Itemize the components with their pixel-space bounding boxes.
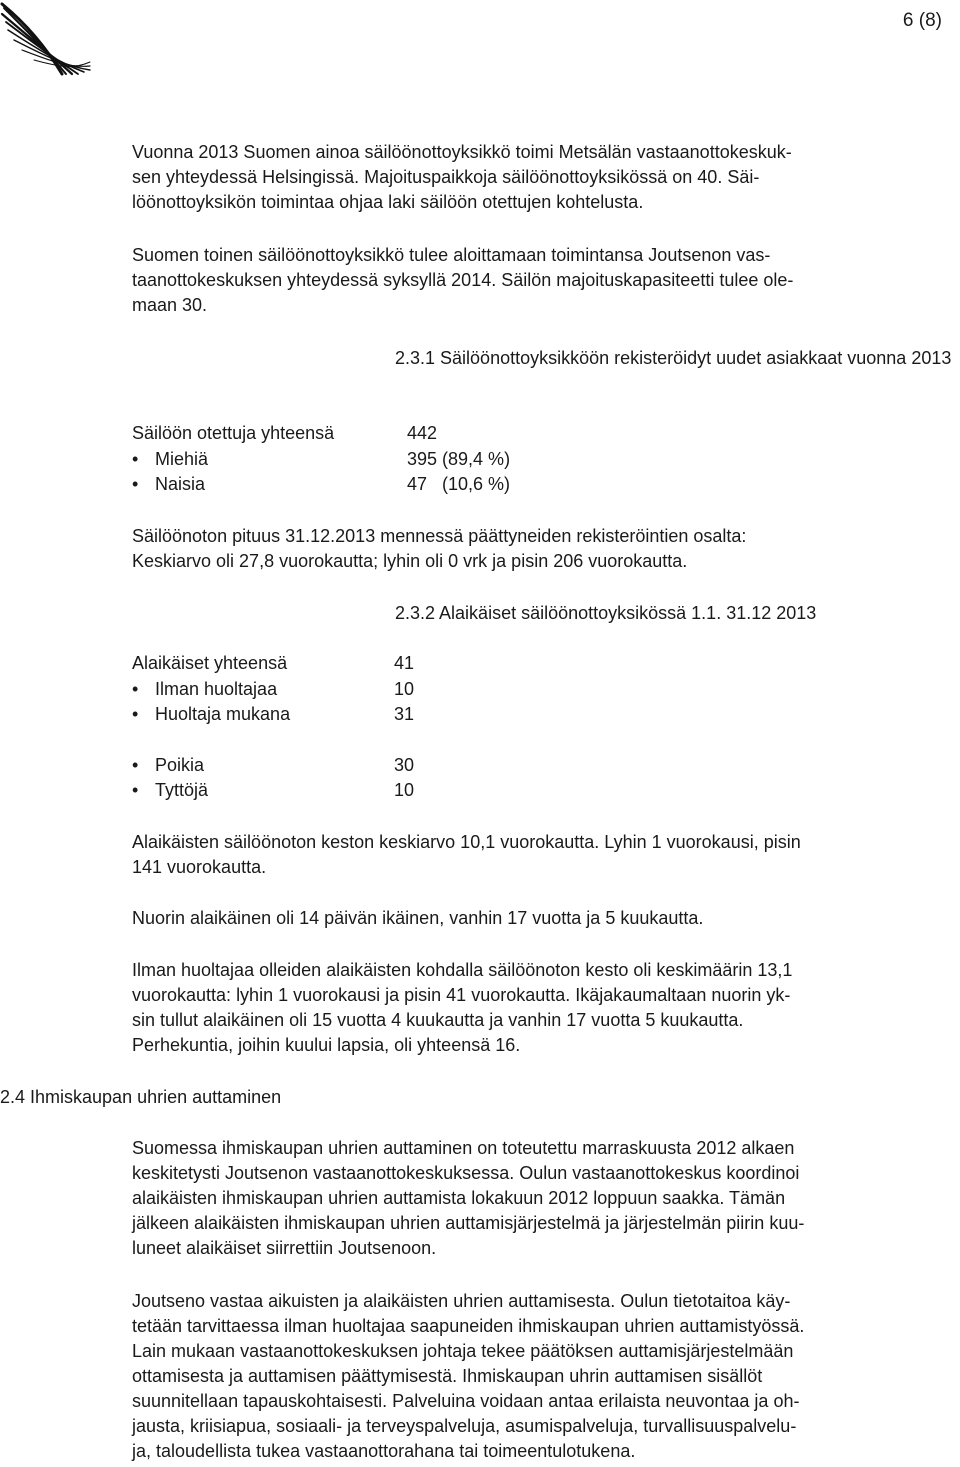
duration-summary [132, 524, 960, 574]
item-value: 10 [394, 780, 415, 800]
item-label: Huoltaja mukana [155, 704, 291, 724]
item-label: Naisia [155, 474, 206, 494]
bullet: • [132, 755, 139, 775]
text-line: Lain mukaan vastaanottokeskuksen johtaja tekee päätöksen auttamisjärjestelmään [132, 1341, 794, 1361]
total-label: Alaikäiset yhteensä [132, 653, 288, 673]
text-line: ottamisesta ja auttamisen päättymisestä. Ihmiskaupan uhrin auttamisen sisällöt [132, 1366, 763, 1386]
text-line: Joutseno vastaa aikuisten ja alaikäisten uhrien auttamisesta. Oulun tietotaitoa käy- [132, 1291, 791, 1311]
item-value: 10 [394, 679, 415, 699]
text-line: ja, taloudellista tukea vastaanottorahana tai toimeentulotukena. [132, 1441, 636, 1461]
text-line: Alaikäisten säilöönoton keston keskiarvo 10,1 vuorokautta. Lyhin 1 vuorokausi, pisin [132, 832, 801, 852]
item-value: 47 (10,6 %) [407, 474, 511, 494]
item-value: 395 (89,4 %) [407, 449, 511, 469]
text-line: maan 30. [132, 295, 208, 315]
item-label: Miehiä [155, 449, 209, 469]
bullet: • [132, 449, 139, 469]
page-number: 6 (8) [902, 10, 942, 31]
text-line: Vuonna 2013 Suomen ainoa säilöönottoyksikkö toimi Metsälän vastaanottokeskuk- [132, 142, 792, 162]
section-heading-2-3-1: 2.3.1 Säilöönottoyksikköön rekisteröidyt uudet asiakkaat vuonna 2013 [395, 348, 952, 368]
unaccompanied-minors-paragraph [132, 958, 960, 1058]
text-line: Suomen toinen säilöönottoyksikkö tulee aloittamaan toimintansa Joutsenon vas- [132, 245, 771, 265]
organization-logo [0, 0, 92, 78]
text-line: sin tullut alaikäinen oli 15 vuotta 4 kuukautta ja vanhin 17 vuotta 5 kuukautta. [132, 1010, 744, 1030]
text-line: Säilöönoton pituus 31.12.2013 mennessä päättyneiden rekisteröintien osalta: [132, 526, 747, 546]
section-heading-2-3-2: 2.3.2 Alaikäiset säilöönottoyksikössä 1.1. 31.12 2013 [395, 603, 817, 623]
bullet: • [132, 679, 139, 699]
text-line: 141 vuorokautta. [132, 857, 267, 877]
text-line: alaikäisten ihmiskaupan uhrien auttamista lokakuun 2012 loppuun saakka. Tämän [132, 1188, 786, 1208]
total-label: Säilöön otettuja yhteensä [132, 423, 335, 443]
text-line: keskitetysti Joutsenon vastaanottokeskuksessa. Oulun vastaanottokeskus koordinoi [132, 1163, 800, 1183]
item-label: Ilman huoltajaa [155, 679, 278, 699]
text-line: Keskiarvo oli 27,8 vuorokautta; lyhin oli 0 vrk ja pisin 206 vuorokautta. [132, 551, 688, 571]
text-line: Nuorin alaikäinen oli 14 päivän ikäinen, vanhin 17 vuotta ja 5 kuukautta. [132, 908, 704, 928]
total-value: 41 [394, 653, 415, 673]
intro-paragraph-2 [132, 243, 960, 318]
item-label: Poikia [155, 755, 205, 775]
trafficking-paragraph-1 [132, 1136, 960, 1261]
text-line: jälkeen alaikäisten ihmiskaupan uhrien auttamisjärjestelmä ja järjestelmän piirin kuu- [132, 1213, 805, 1233]
text-line: Ilman huoltajaa olleiden alaikäisten kohdalla säilöönoton kesto oli keskimäärin 13,1 [132, 960, 793, 980]
text-line: jausta, kriisiapua, sosiaali- ja terveyspalveluja, asumispalveluja, turvallisuuspalvelu- [132, 1416, 797, 1436]
text-line: löönottoyksikön toimintaa ohjaa laki säilöön otettujen kohtelusta. [132, 192, 644, 212]
item-value: 31 [394, 704, 415, 724]
text-line: taanottokeskuksen yhteydessä syksyllä 2014. Säilön majoituskapasiteetti tulee ole- [132, 270, 794, 290]
item-value: 30 [394, 755, 415, 775]
bullet: • [132, 780, 139, 800]
total-value: 442 [407, 423, 438, 443]
minors-age-paragraph [132, 906, 960, 931]
text-line: Suomessa ihmiskaupan uhrien auttaminen on toteutettu marraskuusta 2012 alkaen [132, 1138, 795, 1158]
trafficking-paragraph-2 [132, 1289, 960, 1464]
text-line: Perhekuntia, joihin kuului lapsia, oli yhteensä 16. [132, 1035, 521, 1055]
text-line: sen yhteydessä Helsingissä. Majoituspaikkoja säilöönottoyksikössä on 40. Säi- [132, 167, 760, 187]
bullet: • [132, 704, 139, 724]
text-line: luneet alaikäiset siirrettiin Joutsenoon. [132, 1238, 437, 1258]
text-line: suunnitellaan tapauskohtaisesti. Palveluina voidaan antaa erilaista neuvontaa ja oh- [132, 1391, 800, 1411]
text-line: tetään tarvittaessa ilman huoltajaa saapuneiden ihmiskaupan uhrien auttamistyössä. [132, 1316, 805, 1336]
text-line: vuorokautta: lyhin 1 vuorokausi ja pisin 41 vuorokautta. Ikäjakaumaltaan nuorin yk- [132, 985, 791, 1005]
item-label: Tyttöjä [155, 780, 209, 800]
minors-duration-paragraph [132, 830, 960, 880]
bullet: • [132, 474, 139, 494]
section-heading-2-4: 2.4 Ihmiskaupan uhrien auttaminen [0, 1087, 282, 1107]
intro-paragraph-1 [132, 140, 960, 215]
